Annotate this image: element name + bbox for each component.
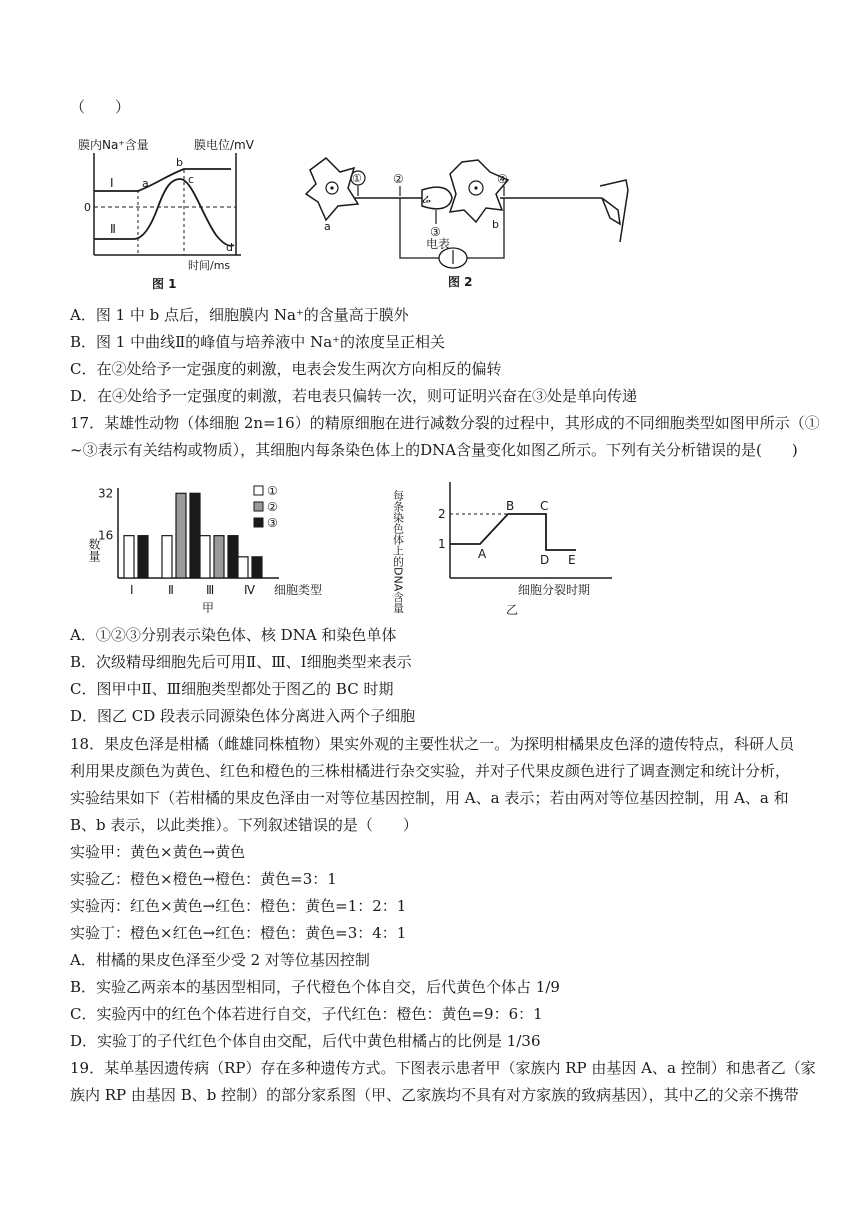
jia-bar-③-Ⅲ bbox=[228, 536, 238, 578]
q17-stem-line-2: ~③表示有关结构或物质），其细胞内每条染色体上的DNA含量变化如图乙所示。下列有关分析错误的是( ) bbox=[70, 441, 798, 459]
fig1-zero: 0 bbox=[84, 201, 91, 214]
q18-line: B、b 表示，以此类推）。下列叙述错误的是（ ） bbox=[70, 816, 418, 834]
jia-bar-①-Ⅰ bbox=[124, 536, 134, 578]
jia-bar-①-Ⅳ bbox=[238, 557, 248, 578]
neuron-b-nucleolus bbox=[474, 186, 477, 189]
jia-bars bbox=[124, 493, 262, 578]
jia-ticks bbox=[98, 486, 113, 542]
q18-experiment-jia: 实验甲：黄色×黄色→黄色 bbox=[70, 843, 246, 861]
fig1-point-c: c bbox=[188, 173, 195, 186]
figure-2-nerve-circuit bbox=[300, 150, 630, 290]
cell-b-label: b bbox=[492, 218, 499, 231]
jia-ytick-16: 16 bbox=[98, 528, 114, 543]
cell-a-label: a bbox=[324, 220, 331, 233]
jia-bar-③-Ⅳ bbox=[252, 557, 262, 578]
jia-category-label: Ⅳ bbox=[244, 583, 256, 597]
effector bbox=[602, 198, 620, 224]
jia-bar-②-Ⅲ bbox=[214, 536, 224, 578]
neuron-b-body bbox=[450, 160, 508, 222]
yi-point-B: B bbox=[506, 499, 515, 513]
q18-option-a: A．柑橘的果皮色泽至少受 2 对等位基因控制 bbox=[70, 951, 370, 969]
jia-bar-③-Ⅰ bbox=[138, 536, 148, 578]
yi-ytick-2: 2 bbox=[438, 507, 446, 521]
q18-experiment-ding: 实验丁：橙色×红色→红色：橙色：黄色=3：4：1 bbox=[70, 924, 407, 942]
marker-3: ③ bbox=[430, 225, 441, 239]
yi-ylabel: 每条染色体上的DNA含量 bbox=[391, 490, 405, 614]
yi-ytick-1: 1 bbox=[438, 537, 446, 551]
q18-option-c: C．实验丙中的红色个体若进行自交，子代红色：橙色：黄色=9：6：1 bbox=[70, 1005, 543, 1023]
yi-point-E: E bbox=[568, 553, 576, 567]
jia-legend-swatch bbox=[254, 486, 263, 495]
yi-caption: 乙 bbox=[506, 603, 519, 617]
yi-xlabel: 细胞分裂时期 bbox=[518, 583, 591, 597]
fig1-point-a: a bbox=[142, 177, 149, 190]
jia-category-label: Ⅲ bbox=[206, 583, 215, 597]
neuron-a-nucleolus bbox=[330, 186, 333, 189]
fig2-caption: 图 2 bbox=[448, 275, 473, 289]
yi-point-A: A bbox=[478, 547, 487, 561]
q18-line: 18．果皮色泽是柑橘（雌雄同株植物）果实外观的主要性状之一。为探明柑橘果皮色泽的遗传特点，科研人员 bbox=[70, 735, 795, 753]
chart-jia-cell-types bbox=[74, 478, 364, 620]
fig1-xlabel: 时间/ms bbox=[188, 259, 231, 272]
jia-xlabel: 细胞类型 bbox=[274, 583, 323, 597]
meter-label: 电表 bbox=[426, 237, 451, 251]
marker-1: ① bbox=[352, 172, 362, 185]
q17-option-b: B．次级精母细胞先后可用Ⅱ、Ⅲ、Ⅰ细胞类型来表示 bbox=[70, 653, 412, 671]
q17-option-c: C．图甲中Ⅱ、Ⅲ细胞类型都处于图乙的 BC 时期 bbox=[70, 680, 394, 698]
yi-point-D: D bbox=[540, 553, 550, 567]
q16-option-c: C．在②处给予一定强度的刺激，电表会发生两次方向相反的偏转 bbox=[70, 360, 502, 378]
q18-experiment-bing: 实验丙：红色×黄色→红色：橙色：黄色=1：2：1 bbox=[70, 897, 407, 915]
jia-legend-label: ③ bbox=[267, 516, 278, 530]
q18-line: 实验结果如下（若柑橘的果皮色泽由一对等位基因控制，用 A、a 表示；若由两对等位基因控制，用 A、a 和 bbox=[70, 789, 789, 807]
jia-ylabel: 数量 bbox=[87, 538, 101, 562]
fig1-ylabel-left: 膜内Na⁺含量 bbox=[78, 138, 149, 152]
fig1-caption: 图 1 bbox=[152, 277, 177, 291]
q18-option-d: D．实验丁的子代红色个体自由交配，后代中黄色柑橘占的比例是 1/36 bbox=[70, 1032, 541, 1050]
jia-legend-label: ② bbox=[267, 500, 278, 514]
yi-point-C: C bbox=[540, 499, 549, 513]
figure-1-membrane-potential bbox=[76, 135, 266, 293]
marker-2: ② bbox=[393, 172, 404, 186]
jia-legend-swatch bbox=[254, 502, 263, 511]
jia-legend-swatch bbox=[254, 518, 263, 527]
fig1-curve-I bbox=[94, 169, 231, 191]
marker-4: ④ bbox=[497, 172, 508, 186]
q16-option-a: A．图 1 中 b 点后，细胞膜内 Na⁺的含量高于膜外 bbox=[70, 306, 409, 324]
q17-option-a: A．①②③分别表示染色体、核 DNA 和染色单体 bbox=[70, 626, 397, 644]
jia-caption: 甲 bbox=[202, 601, 215, 615]
jia-legend-label: ① bbox=[267, 484, 278, 498]
fig1-curve-I-label: Ⅰ bbox=[110, 176, 114, 190]
q16-option-b: B．图 1 中曲线Ⅱ的峰值与培养液中 Na⁺的浓度呈正相关 bbox=[70, 333, 446, 351]
effector-muscle bbox=[600, 180, 628, 242]
jia-bar-①-Ⅱ bbox=[162, 536, 172, 578]
q17-stem-line-1: 17．某雄性动物（体细胞 2n=16）的精原细胞在进行减数分裂的过程中，其形成的不同细胞类型如图甲所示（① bbox=[70, 414, 820, 432]
q17-option-d: D．图乙 CD 段表示同源染色体分离进入两个子细胞 bbox=[70, 707, 416, 725]
q18-experiment-yi: 实验乙：橙色×橙色→橙色：黄色=3：1 bbox=[70, 870, 337, 888]
fig1-ylabel-right: 膜电位/mV bbox=[194, 138, 254, 152]
jia-ytick-32: 32 bbox=[98, 486, 114, 501]
synapse-mark: ሬ bbox=[422, 192, 431, 207]
chart-yi-dna-content bbox=[390, 478, 620, 620]
yi-line bbox=[450, 514, 576, 550]
fig1-point-d: d bbox=[226, 241, 233, 254]
answer-bracket: （ ） bbox=[70, 98, 131, 116]
fig1-point-b: b bbox=[176, 156, 183, 169]
jia-bar-③-Ⅱ bbox=[190, 493, 200, 578]
jia-category-label: Ⅱ bbox=[168, 583, 174, 597]
jia-legend bbox=[254, 484, 278, 530]
jia-categories bbox=[130, 583, 255, 597]
q18-option-b: B．实验乙两亲本的基因型相同，子代橙色个体自交，后代黄色个体占 1/9 bbox=[70, 978, 560, 996]
q19-line: 族内 RP 由基因 B、b 控制）的部分家系图（甲、乙家族均不具有对方家族的致病基因），其中乙的父亲不携带 bbox=[70, 1086, 799, 1104]
jia-bar-①-Ⅲ bbox=[200, 536, 210, 578]
q16-option-d: D．在④处给予一定强度的刺激，若电表只偏转一次，则可证明兴奋在③处是单向传递 bbox=[70, 387, 638, 405]
q19-line: 19．某单基因遗传病（RP）存在多种遗传方式。下图表示患者甲（家族内 RP 由基因 A、a 控制）和患者乙（家 bbox=[70, 1059, 816, 1077]
jia-bar-②-Ⅱ bbox=[176, 493, 186, 578]
jia-category-label: Ⅰ bbox=[130, 583, 134, 597]
fig1-curve-II-label: Ⅱ bbox=[110, 222, 116, 236]
q18-line: 利用果皮颜色为黄色、红色和橙色的三株柑橘进行杂交实验，并对子代果皮颜色进行了调查测定和统计分析， bbox=[70, 762, 791, 780]
